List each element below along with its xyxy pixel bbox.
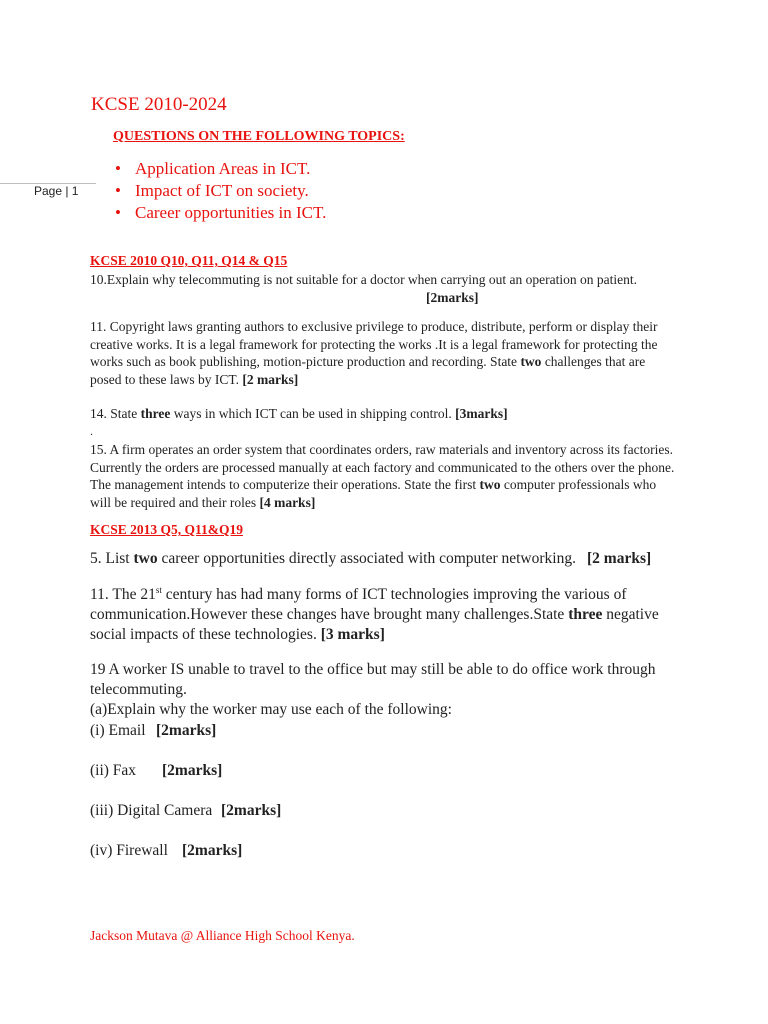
question-19 <box>90 660 670 720</box>
topic-item: • Career opportunities in ICT. <box>113 202 326 224</box>
document-title: KCSE 2010-2024 <box>91 94 227 115</box>
stray-dot: . <box>90 424 93 438</box>
item-label: (iv) Firewall <box>90 842 168 859</box>
question-5 <box>90 549 670 569</box>
topics-subtitle: QUESTIONS ON THE FOLLOWING TOPICS: <box>113 129 405 144</box>
topic-item: • Application Areas in ICT. <box>113 158 326 180</box>
marks-label: [2marks] <box>182 842 243 859</box>
emphasis: two <box>479 477 501 492</box>
marks-label: [2 marks] <box>587 550 652 567</box>
question-11-2013 <box>90 580 670 645</box>
emphasis: three <box>140 406 171 421</box>
marks-label: [2 marks] <box>242 371 299 387</box>
question-text: 14. State <box>90 406 141 421</box>
item-label: (ii) Fax <box>90 762 137 779</box>
section-heading-2010: KCSE 2010 Q10, Q11, Q14 & Q15 <box>90 253 288 268</box>
question-text: 11. Copyright laws granting authors to exclusive privilege to produce, distribute, perform or display their creative works. It is a legal framework for protecting the works .It is a legal framework for protecting the works such as book publishing, motion-picture production and recording. State <box>90 319 658 369</box>
question-part: (a)Explain why the worker may use each of the following: <box>90 701 452 718</box>
question-text: computer professionals who will be required and their roles <box>90 477 657 510</box>
question-text: 11. The 21 <box>90 586 156 604</box>
q19-item-fax <box>90 761 670 781</box>
item-label: (i) Email <box>90 722 146 739</box>
question-text: century has had many forms of ICT technologies improving the various of communication.However these changes have brought many challenges.State <box>90 586 627 624</box>
question-10 <box>90 271 680 289</box>
marks-label: [2marks] <box>426 290 479 305</box>
topics-list <box>113 158 326 224</box>
emphasis: two <box>520 354 542 369</box>
question-text: 15. A firm operates an order system that coordinates orders, raw materials and inventory across its factories. Currently the orders are processed manually at each factory and communicated to the others over the phone. The management intends to computerize their operations. State the first <box>90 442 675 492</box>
question-text: negative social impacts of these technologies. <box>90 606 659 644</box>
marks-label: [3 marks] <box>320 626 385 644</box>
section-heading-2013: KCSE 2013 Q5, Q11&Q19 <box>90 522 244 537</box>
marks-label: [3marks] <box>455 406 508 421</box>
page-number: Page | 1 <box>34 184 79 198</box>
question-10-marks <box>426 289 506 307</box>
question-11-2010 <box>90 318 680 388</box>
footer-credit: Jackson Mutava @ Alliance High School Kenya. <box>90 928 355 943</box>
question-5-marks <box>587 549 667 569</box>
marks-label: [2marks] <box>221 802 282 819</box>
question-text: career opportunities directly associated with computer networking. <box>157 550 576 567</box>
question-text: 19 A worker IS unable to travel to the office but may still be able to do office work through telecommuting. <box>90 661 656 698</box>
marks-label: [2marks] <box>162 762 223 779</box>
q19-item-digital-camera <box>90 801 670 821</box>
q19-item-email <box>90 721 670 741</box>
question-text: ways in which ICT can be used in shipping control. <box>170 406 456 421</box>
marks-label: [4 marks] <box>259 494 316 510</box>
marks-label: [2marks] <box>156 722 217 739</box>
question-text: 10.Explain why telecommuting is not suitable for a doctor when carrying out an operation on patient. <box>90 272 637 287</box>
question-text: challenges that are posed to these laws by ICT. <box>90 354 646 387</box>
question-text: 5. List <box>90 550 134 567</box>
question-14 <box>90 405 680 423</box>
question-15 <box>90 441 680 511</box>
superscript: st <box>155 585 162 595</box>
emphasis: two <box>133 550 158 567</box>
item-label: (iii) Digital Camera <box>90 802 213 819</box>
emphasis: three <box>568 606 603 624</box>
topic-item: • Impact of ICT on society. <box>113 180 326 202</box>
q19-item-firewall <box>90 841 670 861</box>
